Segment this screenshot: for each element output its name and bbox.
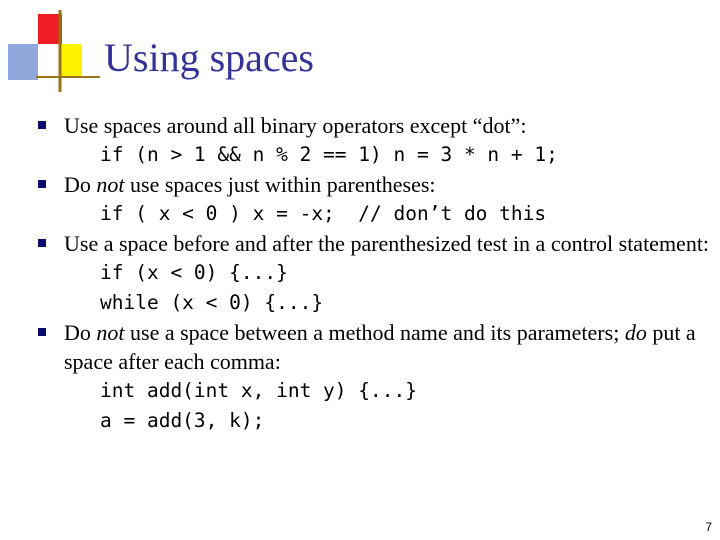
logo-red-square [38, 14, 62, 44]
bullet-text-segment: Use spaces around all binary operators except “dot”: [64, 113, 527, 138]
bullet-text-segment: use spaces just within parentheses: [124, 172, 436, 197]
slide-title: Using spaces [104, 35, 314, 80]
bullet-square-icon [38, 239, 46, 247]
bullet-square-icon [38, 328, 46, 336]
code-line: if (n > 1 && n % 2 == 1) n = 3 * n + 1; [100, 143, 558, 166]
bullet-text-segment: put a space after each comma: [64, 320, 696, 374]
bullet-list [30, 111, 710, 436]
code-line: a = add(3, k); [100, 409, 265, 432]
bullet-text [64, 170, 710, 199]
bullet-text-segment: Do [64, 172, 97, 197]
bullet-item [30, 229, 710, 318]
page-number: 7 [705, 520, 712, 534]
code-line: int add(int x, int y) {...} [100, 379, 417, 402]
code-line: while (x < 0) {...} [100, 291, 324, 314]
bullet-text-segment: Use a space before and after the parenthesized test in a control statement: [64, 231, 710, 256]
bullet-text [64, 111, 710, 140]
logo-yellow-square [60, 44, 82, 78]
bullet-item [30, 111, 710, 170]
bullet-item [30, 318, 710, 436]
emphasis-text: not [96, 172, 125, 197]
bullet-text-segment: Do [64, 320, 97, 345]
slide-logo-decoration [0, 0, 100, 100]
bullet-item [30, 170, 710, 229]
bullet-square-icon [38, 121, 46, 129]
code-line: if ( x < 0 ) x = -x; // don’t do this [100, 202, 547, 225]
emphasis-text: not [96, 320, 125, 345]
bullet-square-icon [38, 180, 46, 188]
emphasis-text: do [624, 320, 647, 345]
bullet-text [64, 318, 710, 376]
code-line: if (x < 0) {...} [100, 261, 288, 284]
bullet-text-segment: use a space between a method name and its parameters; [124, 320, 625, 345]
bullet-text [64, 229, 710, 258]
logo-blue-square [8, 44, 38, 80]
